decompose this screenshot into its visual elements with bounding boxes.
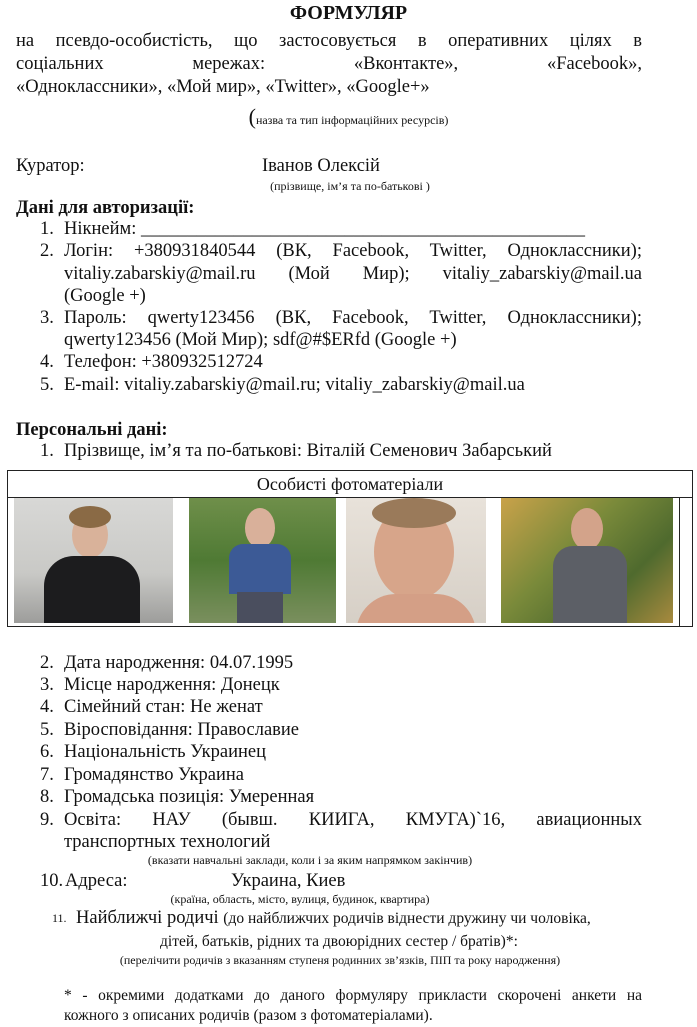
curator-caption: (прізвище, ім’я та по-батькові ) (270, 179, 430, 193)
subtitle-line: соціальних мережах: «Вконтакте», «Facebook», (16, 54, 642, 74)
document-title: ФОРМУЛЯР (289, 2, 408, 24)
personal-heading: Персональні дані: (16, 420, 168, 440)
subtitle-line: «Одноклассники», «Мой мир», «Twitter», «Google+» (16, 77, 430, 97)
auth-heading: Дані для авторизації: (16, 198, 195, 218)
photo-2 (189, 498, 336, 623)
photo-table-heading: Особисті фотоматеріали (8, 471, 692, 498)
photo-4 (501, 498, 673, 623)
curator-label: Куратор: (16, 156, 85, 176)
photo-table (7, 470, 693, 627)
subtitle-line: на псевдо-особистість, що застосовується в оперативних цілях в (16, 31, 642, 51)
subtitle-caption: (назва та тип інформаційних ресурсів) (248, 104, 449, 129)
curator-value: Іванов Олексій (262, 156, 380, 176)
photo-1 (14, 498, 173, 623)
photo-3 (346, 498, 486, 623)
table-divider (679, 497, 680, 626)
